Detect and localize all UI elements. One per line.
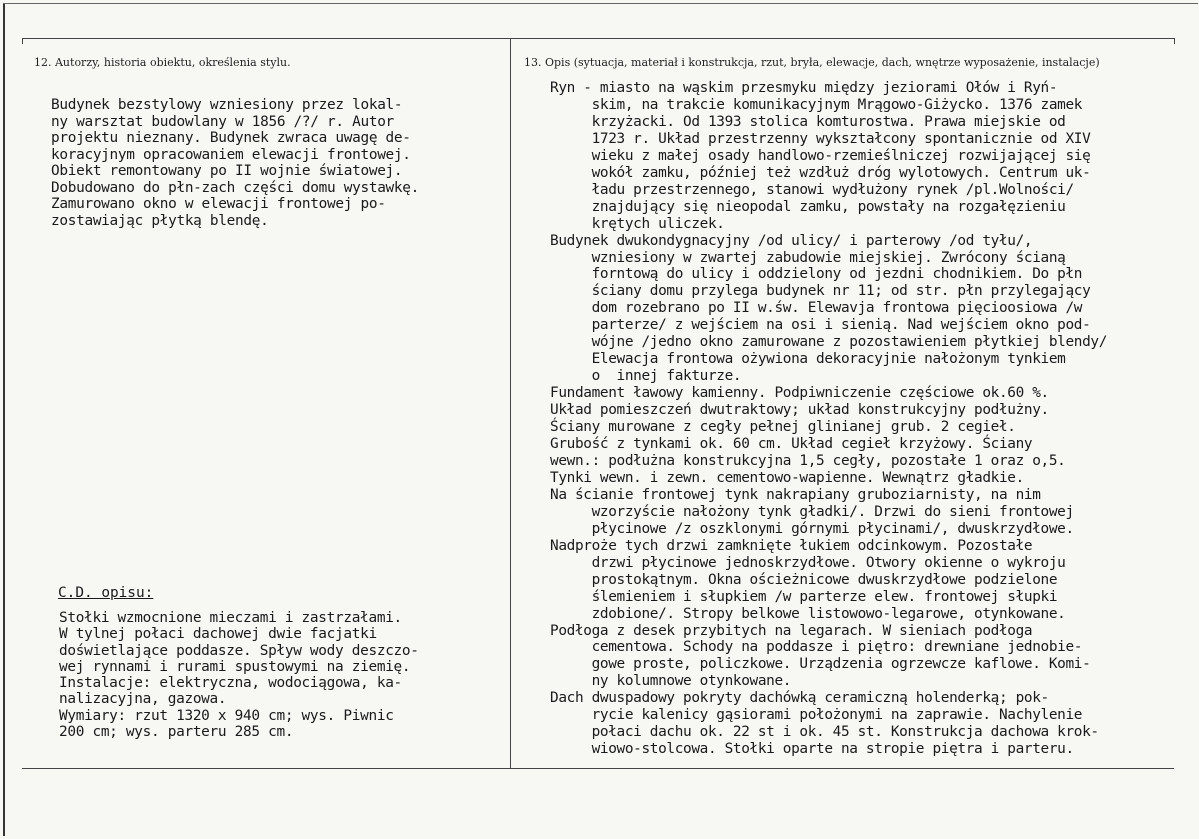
history-text: Budynek bezstylowy wzniesiony przez lokal- ny warsztat budowlany w 1856 /?/ r. Autor projektu nieznany. Budynek zwraca uwagę de- koracyjnym opracowaniem elewacji frontowej. Obiekt remontowany po II wojnie światowej. Dobudowano do płn-zach części domu wystawkę. Zamurowano okno w elewacji frontowej po- zostawiając płytką blendę. (51, 97, 420, 229)
sheet-top-edge (3, 3, 1198, 4)
continuation-title: C.D. opisu: (58, 585, 154, 601)
continuation-text: Stołki wzmocnione mieczami i zastrzałami. W tylnej połaci dachowej dwie facjatki doświetlające poddasze. Spływ wody deszczo- wej rynnami i rurami spustowymi na ziemię. Instalacje: elektryczna, wodociągowa, ka- nalizacyjna, gazowa. Wymiary: rzut 1320 x 940 cm; wys. Piwnic 200 cm; wys. parteru 285 cm. (59, 610, 419, 741)
column-divider (510, 38, 511, 768)
section-13-header: 13. Opis (sytuacja, materiał i konstrukcja, rzut, bryła, elewacje, dach, wnętrze wyposażenie, instalacje) (524, 56, 1100, 69)
right-corner-tick (1174, 38, 1175, 44)
top-rule (22, 38, 1174, 39)
section-12-header: 12. Autorzy, historia obiektu, określenia stylu. (34, 56, 291, 69)
description-text: Ryn - miasto na wąskim przesmyku między jeziorami Ołów i Ryń- skim, na trakcie komunikacyjnym Mrągowo-Giżycko. 1376 zamek krzyżacki. Od 1393 stolica komturostwa. Prawa miejskie od 1723 r. Układ przestrzenny wykształcony spontanicznie od XIV wieku z małej osady handlowo-rzemieślniczej rozwijającej się wokół zamku, później też wzdłuż dróg wylotowych. Centrum uk- ładu przestrzennego, stanowi wydłużony rynek /pl.Wolności/ znajdujący się nieopodal zamku, powstały na rozgałęzieniu krętych uliczek. Budynek dwukondygnacyjny /od ulicy/ i parterowy /od tyłu/, wzniesiony w zwartej zabudowie miejskiej. Zwrócony ścianą forntową do ulicy i oddzielony od jezdni chodnikiem. Do płn ściany domu przylega budynek nr 11; od str. płn przylegający dom rozebrano po II w.św. Elewavja frontowa pięcioosiowa /w parterze/ z wejściem na osi i sienią. Nad wejściem okno pod- wójne /jedno okno zamurowane z pozostawieniem płytkiej blendy/ Elewacja frontowa ożywiona dekoracyjnie nałożonym tynkiem o innej fakturze. Fundament ławowy kamienny. Podpiwniczenie częściowe ok.60 %. Układ pomieszczeń dwutraktowy; układ konstrukcyjny podłużny. Ściany murowane z cegły pełnej glinianej grub. 2 cegieł. Grubość z tynkami ok. 60 cm. Układ cegieł krzyżowy. Ściany wewn.: podłużna konstrukcyjna 1,5 cegły, pozostałe 1 oraz o,5. Tynki wewn. i zewn. cementowo-wapienne. Wewnątrz gładkie. Na ścianie frontowej tynk nakrapiany gruboziarnisty, na nim wzorzyście nałożony tynk gładki/. Drzwi do sieni frontowej płycinowe /z oszklonymi górnymi płycinami/, dwuskrzydłowe. Nadproże tych drzwi zamknięte łukiem odcinkowym. Pozostałe drzwi płycinowe jednoskrzydłowe. Otwory okienne o wykroju prostokątnym. Okna ościeżnicowe dwuskrzydłowe podzielone ślemieniem i słupkiem /w parterze elew. frontowej słupki zdobione/. Stropy belkowe listowowo-legarowe, otynkowane. Podłoga z desek przybitych na legarach. W sieniach podłoga cementowa. Schody na poddasze i piętro: drewniane jednobie- gowe proste, policzkowe. Urządzenia ogrzewcze kaflowe. Komi- ny kolumnowe otynkowane. Dach dwuspadowy pokryty dachówką ceramiczną holenderką; pok- rycie kalenicy gąsiorami położonymi na zaprawie. Nachylenie połaci dachu ok. 22 st i ok. 45 st. Konstrukcja dachowa krok- wiowo-stolcowa. Stołki oparte na stropie piętra i parteru. (550, 80, 1108, 758)
bottom-rule (22, 768, 1174, 769)
sheet-left-edge (3, 3, 5, 836)
left-corner-tick (22, 38, 23, 44)
